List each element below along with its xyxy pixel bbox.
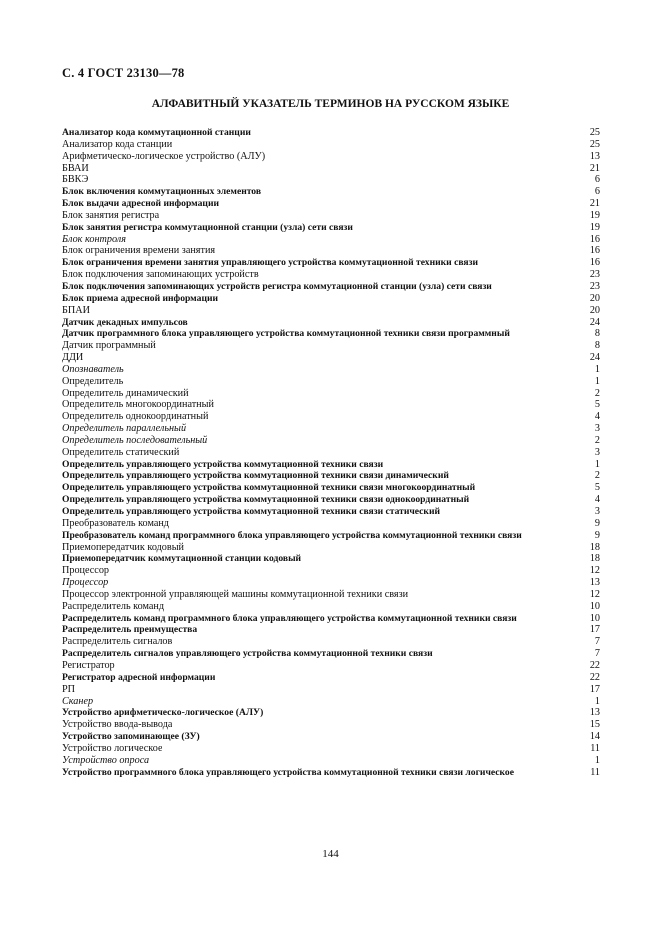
index-page-number: 21 [589,198,600,210]
index-entry [62,755,600,767]
index-entry [62,352,600,364]
index-page-number: 19 [589,209,600,221]
index-page-number: 17 [589,624,600,636]
index-term: Приемопередатчик коммутационной станции кодовый [62,553,302,565]
index-entry [62,494,600,506]
index-entry [62,388,600,400]
index-entry [62,648,600,660]
index-term: Датчик программного блока управляющего устройства коммутационной техники связи программный [62,328,510,340]
index-entry [62,127,600,139]
index-page-number: 11 [590,742,600,754]
index-entry [62,743,600,755]
index-page-number: 5 [594,399,600,411]
index-page-number: 7 [594,648,600,660]
index-entry [62,174,600,186]
index-page-number: 16 [589,233,600,245]
index-page-number: 24 [589,316,600,328]
index-entry [62,767,600,779]
index-entry [62,257,600,269]
index-page-number: 1 [594,363,600,375]
index-page-number: 7 [594,636,600,648]
index-page-number: 16 [589,257,600,269]
index-page-number: 4 [594,411,600,423]
index-entry [62,624,600,636]
index-entry [62,411,600,423]
index-entry [62,672,600,684]
index-page-number: 22 [589,659,600,671]
index-entry [62,163,600,175]
index-page-number: 13 [589,150,600,162]
index-entry [62,553,600,565]
index-term: Регистратор [62,659,115,671]
index-term: Блок приема адресной информации [62,292,219,304]
index-term: Определитель управляющего устройства коммутационной техники связи [62,458,384,470]
index-entry [62,459,600,471]
index-term: Блок контроля [62,233,126,245]
index-page-number: 21 [589,162,600,174]
index-page-number: 6 [594,174,600,186]
index-page-number: 11 [590,766,600,778]
index-entry [62,293,600,305]
page-number: 144 [322,848,339,860]
index-page-number: 20 [589,304,600,316]
index-term: Распределитель сигналов [62,636,173,648]
index-page-number: 8 [594,340,600,352]
index-term: Датчик декадных импульсов [62,316,188,328]
index-page-number: 23 [589,280,600,292]
index-entry [62,696,600,708]
index-entry [62,139,600,151]
index-entry [62,660,600,672]
index-page-number: 12 [589,565,600,577]
index-term: Опознаватель [62,363,124,375]
index-term: Определитель [62,375,124,387]
index-entry [62,245,600,257]
index-entry [62,198,600,210]
index-entry [62,636,600,648]
index-term: Распределитель преимущества [62,624,198,636]
index-page-number: 17 [589,683,600,695]
index-page-number: 15 [589,719,600,731]
index-term: Определитель управляющего устройства коммутационной техники связи статический [62,506,440,517]
index-page-number: 1 [594,375,600,387]
index-entry [62,542,600,554]
index-entry [62,399,600,411]
index-term: Преобразователь команд [62,517,169,529]
index-page-number: 1 [594,695,600,707]
index-term: Сканер [62,695,94,707]
index-entry [62,234,600,246]
index-page-number: 25 [589,138,600,150]
index-entry [62,376,600,388]
index-entry [62,222,600,234]
index-term: ДДИ [62,352,84,364]
index-entry [62,151,600,163]
index-entry [62,317,600,329]
index-entry [62,530,600,542]
index-term: Блок включения коммутационных элементов [62,186,262,198]
index-term: Определитель статический [62,446,180,458]
index-entry [62,186,600,198]
index-page-number: 19 [589,221,600,233]
index-entry [62,423,600,435]
index-term: Приемопередатчик кодовый [62,541,184,553]
index-term: БПАИ [62,304,90,316]
index-entry [62,577,600,589]
index-entry [62,731,600,743]
index-entry [62,435,600,447]
index-term: Устройство программного блока управляющего устройства коммутационной техники связи логическое [62,766,514,778]
index-term: Устройство ввода-вывода [62,719,173,731]
index-title: АЛФАВИТНЫЙ УКАЗАТЕЛЬ ТЕРМИНОВ НА РУССКОМ ЯЗЫКЕ [151,98,510,110]
page-header: С. 4 ГОСТ 23130—78 [62,66,185,80]
index-page-number: 2 [594,387,600,399]
index-term: Определитель параллельный [62,423,187,435]
index-entry [62,364,600,376]
index-term: Устройство опроса [62,754,150,766]
index-page-number: 3 [594,446,600,458]
index-term: Датчик программный [62,340,156,352]
index-page-number: 18 [589,553,600,565]
index-term: Процессор электронной управляющей машины коммутационной техники связи [62,588,409,600]
index-term: Устройство арифметическо-логическое (АЛУ) [62,707,264,719]
index-entry [62,613,600,625]
index-term: Определитель многокоординатный [62,399,214,411]
index-term: Распределитель команд [62,600,164,612]
index-page-number: 9 [594,529,600,541]
index-term: Процессор [62,577,109,589]
index-page-number: 9 [594,517,600,529]
index-term: Процессор [62,565,110,577]
index-term: Определитель управляющего устройства коммутационной техники связи многокоординатный [62,482,476,494]
index-page-number: 22 [589,671,600,683]
index-term: Определитель последовательный [62,434,208,446]
index-entry [62,305,600,317]
term-index [62,127,600,778]
index-entry [62,719,600,731]
index-term: Блок ограничения времени занятия [62,245,216,257]
index-page-number: 13 [589,577,600,589]
index-page-number: 3 [594,423,600,435]
index-page-number: 6 [594,186,600,198]
index-page-number: 10 [589,600,600,612]
index-page-number: 1 [594,754,600,766]
index-page-number: 8 [594,328,600,340]
index-term: Арифметическо-логическое устройство (АЛУ) [62,150,266,162]
index-term: Определитель динамический [62,387,189,399]
index-term: Устройство логическое [62,742,163,754]
index-entry [62,707,600,719]
index-term: Блок ограничения времени занятия управляющего устройства коммутационной техники связи [62,257,478,269]
index-page-number: 10 [589,612,600,624]
index-entry [62,601,600,613]
index-page-number: 5 [594,482,600,494]
index-term: БВКЭ [62,174,89,186]
index-page-number: 13 [589,707,600,719]
index-entry [62,210,600,222]
index-term: Регистратор адресной информации [62,671,216,683]
index-page-number: 25 [589,127,600,138]
index-entry [62,684,600,696]
index-entry [62,340,600,352]
index-term: Анализатор кода коммутационной станции [62,127,251,138]
index-entry [62,269,600,281]
index-term: Распределитель сигналов управляющего устройства коммутационной техники связи [62,648,433,660]
index-term: Устройство запоминающее (ЗУ) [62,731,200,743]
index-page-number: 4 [594,494,600,506]
index-page-number: 2 [594,434,600,446]
index-term: Блок занятия регистра [62,209,160,221]
index-entry [62,328,600,340]
index-page-number: 24 [589,352,600,364]
index-term: Определитель управляющего устройства коммутационной техники связи динамический [62,470,449,482]
index-term: Блок подключения запоминающих устройств регистра коммутационной станции (узла) сети связи [62,280,492,292]
index-entry [62,447,600,459]
index-term: Блок подключения запоминающих устройств [62,269,259,281]
index-page-number: 18 [589,541,600,553]
index-page-number: 2 [594,470,600,482]
index-page-number: 12 [589,588,600,600]
index-term: Блок выдачи адресной информации [62,198,219,210]
index-entry [62,589,600,601]
index-entry [62,506,600,518]
index-page-number: 23 [589,269,600,281]
index-term: Анализатор кода станции [62,138,173,150]
index-term: Определитель управляющего устройства коммутационной техники связи однокоординатный [62,494,470,506]
index-page-number: 1 [594,458,600,470]
index-term: Определитель однокоординатный [62,411,209,423]
index-entry [62,565,600,577]
index-term: Блок занятия регистра коммутационной станции (узла) сети связи [62,221,353,233]
index-term: Преобразователь команд программного блока управляющего устройства коммутационной техники связи [62,529,522,541]
index-page-number: 14 [589,731,600,743]
index-entry [62,470,600,482]
index-term: РП [62,683,76,695]
index-page-number: 3 [594,506,600,517]
index-page-number: 20 [589,292,600,304]
index-entry [62,518,600,530]
index-page-number: 16 [589,245,600,257]
index-term: Распределитель команд программного блока управляющего устройства коммутационной техники связи [62,612,517,624]
index-entry [62,281,600,293]
index-term: БВАИ [62,162,89,174]
index-entry [62,482,600,494]
